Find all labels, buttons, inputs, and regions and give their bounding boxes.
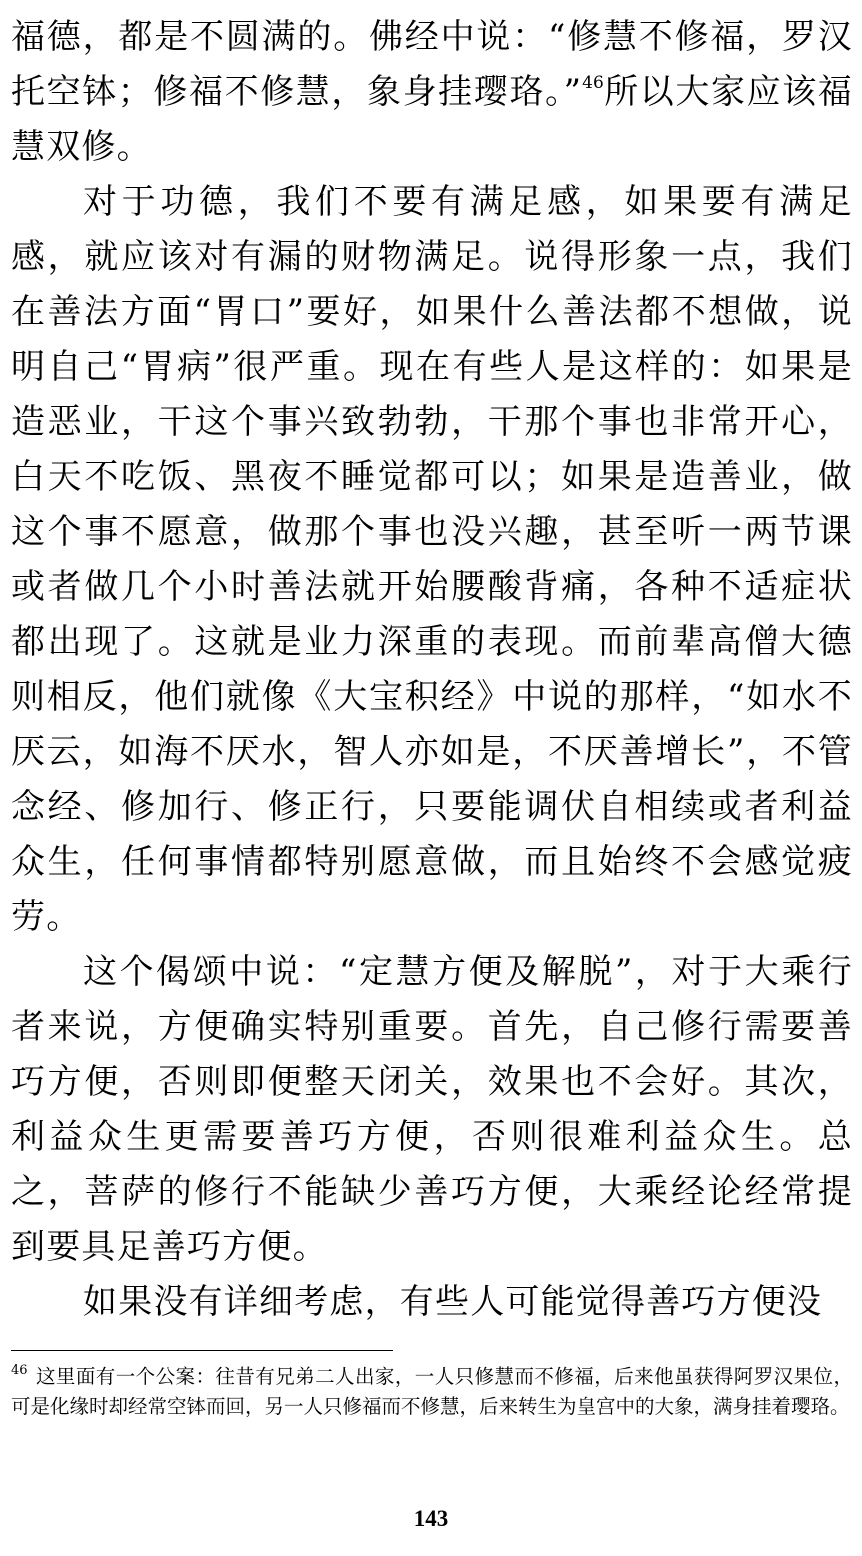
paragraph-2: 对于功德，我们不要有满足感，如果要有满足感，就应该对有漏的财物满足。说得形象一点，我们在善法方面“胃口”要好，如果什么善法都不想做，说明自己“胃病”很严重。现在有些人是这样的：如果是造恶业，干这个事兴致勃勃，干那个事也非常开心，白天不吃饭、黑夜不睡觉都可以；如果是造善业，做这个事不愿意，做那个事也没兴趣，甚至听一两节课或者做几个小时善法就开始腰酸背痛，各种不适症状都出现了。这就是业力深重的表现。而前辈高僧大德则相反，他们就像《大宝积经》中说的那样，“如水不厌云，如海不厌水，智人亦如是，不厌善增长”，不管念经、修加行、修正行，只要能调伏自相续或者利益众生，任何事情都特别愿意做，而且始终不会感觉疲劳。 — [11, 182, 853, 937]
paragraph-1 — [11, 10, 853, 175]
paragraph-1-text-a: 福德，都是不圆满的。佛经中说：“修慧不修福，罗汉托空钵；修福不修慧，象身挂璎珞。” — [11, 17, 853, 112]
body-text — [11, 10, 853, 1330]
footnote-divider — [11, 1350, 393, 1351]
footnote-reference[interactable]: 46 — [582, 73, 604, 93]
page-content — [11, 10, 853, 1330]
paragraph-4: 如果没有详细考虑，有些人可能觉得善巧方便没 — [83, 1282, 823, 1322]
footnote-text: 这里面有一个公案：往昔有兄弟二人出家，一人只修慧而不修福，后来他虽获得阿罗汉果位，可是化缘时却经常空钵而回，另一人只修福而不修慧，后来转生为皇宫中的大象，满身挂着璎珞。 — [11, 1365, 853, 1418]
paragraph-1-text-b: 所以大家应该福慧双修。 — [11, 72, 854, 167]
footnote-number: 46 — [11, 1363, 28, 1378]
footnote — [11, 1362, 853, 1422]
paragraph-3: 这个偈颂中说：“定慧方便及解脱”，对于大乘行者来说，方便确实特别重要。首先，自己修行需要善巧方便，否则即便整天闭关，效果也不会好。其次，利益众生更需要善巧方便，否则很难利益众生。总之，菩萨的修行不能缺少善巧方便，大乘经论经常提到要具足善巧方便。 — [11, 952, 853, 1267]
page-number: 143 — [413, 1506, 449, 1531]
